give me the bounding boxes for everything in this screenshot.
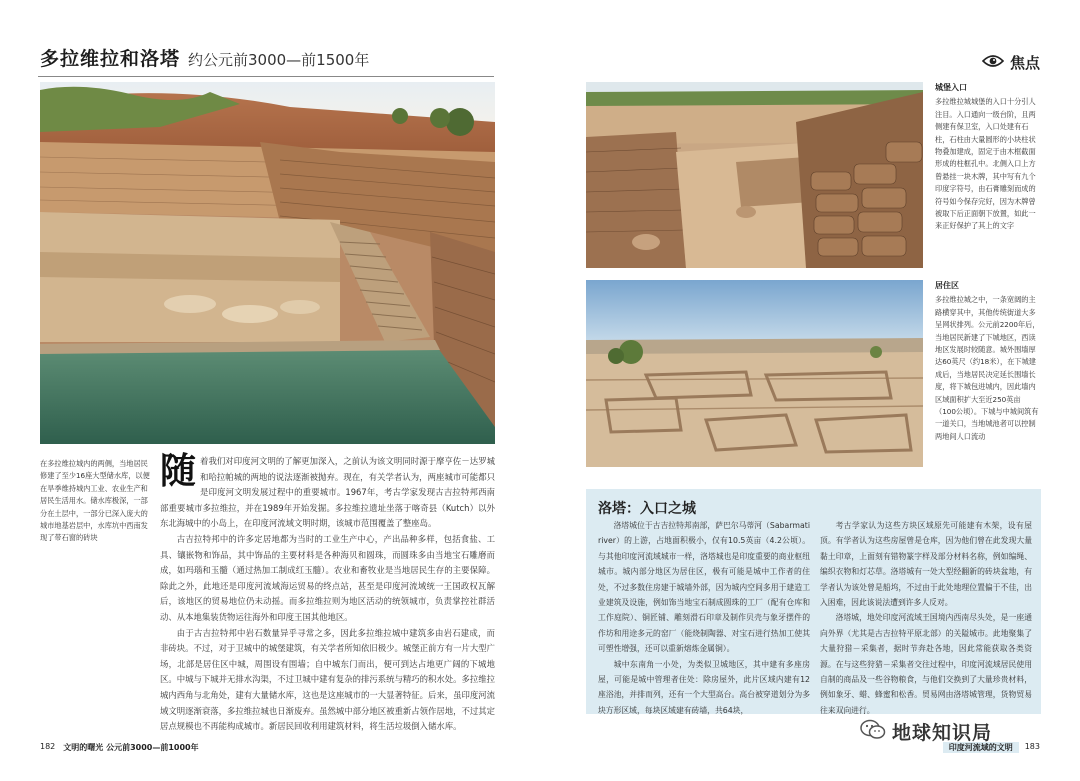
focus-badge — [982, 52, 1040, 73]
reservoir-caption: 在多拉维拉城内的两侧，当地居民修建了至少16座大型储水库，以便在旱季维持城内工业、农业生产和居民生活用水。储水库极深，一部分在土层中，一部分已深入庞大的城市地基岩层中，水库坑中西南发现了带石窗的砖块 — [40, 459, 150, 543]
dropcap: 随 — [160, 451, 197, 492]
intro-text — [160, 451, 495, 735]
footer-right-title: 印度河流域的文明 — [943, 742, 1019, 753]
footer-left-title: 文明的曙光 公元前3000—前1000年 — [63, 743, 199, 752]
lothal-col1-paragraph-1: 洛塔城位于古吉拉特邦南部，萨巴尔马蒂河（Sabarmati river）的上游，占地面积极小，仅有10.5英亩（4.2公顷）。与其他印度河流域城市一样，洛塔城也是印度重要的商业枢纽城市。城内部分地区为居住区，极有可能是城中工作者的住处，不过多数住房建于城墙外部，因为城内空间多用于建造工业建筑及设施，例如饰当地宝石制成圆珠的工厂（配有仓库和工作庭院）、铜匠铺、雕刻滑石印章及制作贝壳与象牙摆件的作坊和用途多元的窑厂（能烧制陶器、对宝石进行热加工使其可塑性增强，还可以重新熔炼金属铜）。 — [598, 521, 810, 654]
page-number-right: 183 — [1024, 742, 1040, 751]
watermark — [860, 718, 992, 745]
footer-left — [40, 742, 199, 753]
lothal-col2-paragraph-2: 洛塔城，地处印度河流域王国境内西南尽头处，是一座通向外界（尤其是古吉拉特平原北部）的关隘城市。此地聚集了大量狩猎－采集者，据时节奔赴各地，因此常能获取各类资源。在与这些狩猎－采集者交往过程中，印度河流域居民使用自制的商品及一些谷物粮食，与他们交换到了大量珍贵材料，例如象牙、蜡、蜂蜜和松香。贸易网由洛塔城管理，货物贸易往来双向进行。 — [820, 613, 1032, 715]
residential-photo — [586, 280, 923, 467]
residential-caption-heading: 居住区 — [935, 281, 959, 290]
lothal-column-2 — [820, 518, 1032, 718]
focus-label: 焦点 — [1009, 54, 1040, 72]
intro-paragraph-2: 古吉拉特邦中的许多定居地都为当时的工业生产中心，产出品种多样，包括食盐、工具、镶嵌物和饰品，其中饰品的主要材料是各种海贝和圆珠，而圆珠多由当地宝石雕磨而成，如玛瑙和玉髓（通过热加工制成红玉髓）。农业和畜牧业是当地居民生存的主要保障。除此之外，此地还是印度河流域海运贸易的终点站，甚至是印度河流域统一王国政权瓦解后，该地区的贸易地位仍未动摇。而多拉维拉则为地区活动的统领城市，负责掌控社群活动、从本地集装货物运往海外和印度王国其他地区。 — [160, 533, 495, 622]
page-number-left: 182 — [40, 742, 56, 751]
page-subtitle: 约公元前3000—前1500年 — [188, 51, 370, 69]
gate-caption-heading: 城堡入口 — [935, 83, 967, 92]
intro-paragraph-3: 由于古吉拉特邦中岩石数量异乎寻常之多，因此多拉维拉城中建筑多由岩石建成，而非砖块。不过，对于卫城中的城堡建筑，有关学者所知依旧极少。城堡正前方有一片大型广场，北部是居住区中城，周围设有围墙；自中城东门而出，便可到达占地更广阔的下城地区。中城与下城并无排水沟渠，不过卫城中建有复杂的排污系统与精巧的积水处。多拉维拉城内西角与北角处，建有大量储水库，这也是这座城市的一大显著特征。后来，虽印度河流域文明逐渐衰落，多拉维拉城也日渐废弃。虽然城中部分地区被重新占领作居地，不过其定居点规模也不再能构成城市。新居民回收利用建筑材料，将生活垃圾倒入储水库。 — [160, 627, 495, 732]
residential-caption-text: 多拉维拉城之中，一条宽阔的主路横穿其中，其他传统街道大多呈网状排列。公元前2200年后，当地居民新建了下城地区，西读地区发展时较随意。城外围墙厚达60英尺（约18米），在下城建成后，当地居民决定延长围墙长度，将下城包进城内，因此墙内区域面积扩大至近250英亩（100公顷）。下城与中城间筑有一道关口，当地城池者可以控制两地间人口流动 — [935, 295, 1040, 441]
lothal-col1-paragraph-2: 城中东南角一小处，为类似卫城地区，其中建有多座房屋，可能是城中管理者住处：除房屋外，此片区域内建有12座浴池，并排而列，还有一个大型高台。高台被穿道划分为多块方形区域，每块区域建有砖墙，共64块， — [598, 659, 810, 715]
lothal-column-1 — [598, 518, 810, 718]
lothal-col2-paragraph-1: 考古学家认为这些方块区域原先可能建有木架，设有屋顶。有学者认为这些房屋曾是仓库，因为他们曾在此发现大量黏土印章，上面刻有错物篆字样及部分材料名称，例如编绳、编织衣物和灯芯草。洛塔城有一处大型经翻新的砖块盆地，有学者认为该处曾是船坞，不过由于此处地理位置偏于不佳，出入困难，因此该说法遭到许多人反对。 — [820, 521, 1032, 608]
gate-photo — [586, 82, 923, 268]
intro-paragraph-1: 着我们对印度河文明的了解更加深入，之前认为该文明同时源于摩亨佐－达罗城和哈拉帕城的两地的说法逐渐被抛弃。现在，有关学者认为，两座城市可能都只是印度河文明发展过程中的重要城市。1967年，考古学家发现古吉拉特邦西南部重要城市多拉维拉，并在1989年开始发掘。多拉维拉遗址坐落于喀奇县（Kutch）以外东北海城中的小岛上，在印度河流域文明时期，该城市范围覆盖了整座岛。 — [160, 456, 495, 529]
page-title: 多拉维拉和洛塔 — [40, 48, 181, 70]
wechat-icon — [860, 719, 886, 745]
title-rule — [38, 76, 494, 77]
lothal-title: 洛塔：入口之城 — [598, 501, 696, 517]
gate-caption-text: 多拉维拉城城堡的入口十分引人注目。入口通向一级台阶，且两侧建有保卫室，入口处建有石柱，石柱由大量圆形的小块柱状物叠加建成，固定于由木框截面形成的柱框孔中。北侧入口上方曾悬挂一块木牌，其中写有九个印度字符号，由石膏雕刻而成的符号如今保存完好，因为木牌曾被取下后正面朝下放置，如此一来正好保护了其上的文字 — [935, 97, 1036, 231]
eye-icon — [982, 53, 1004, 72]
residential-caption — [935, 280, 1041, 443]
watermark-text: 地球知识局 — [892, 722, 993, 744]
reservoir-photo — [40, 82, 495, 444]
gate-caption — [935, 82, 1041, 233]
